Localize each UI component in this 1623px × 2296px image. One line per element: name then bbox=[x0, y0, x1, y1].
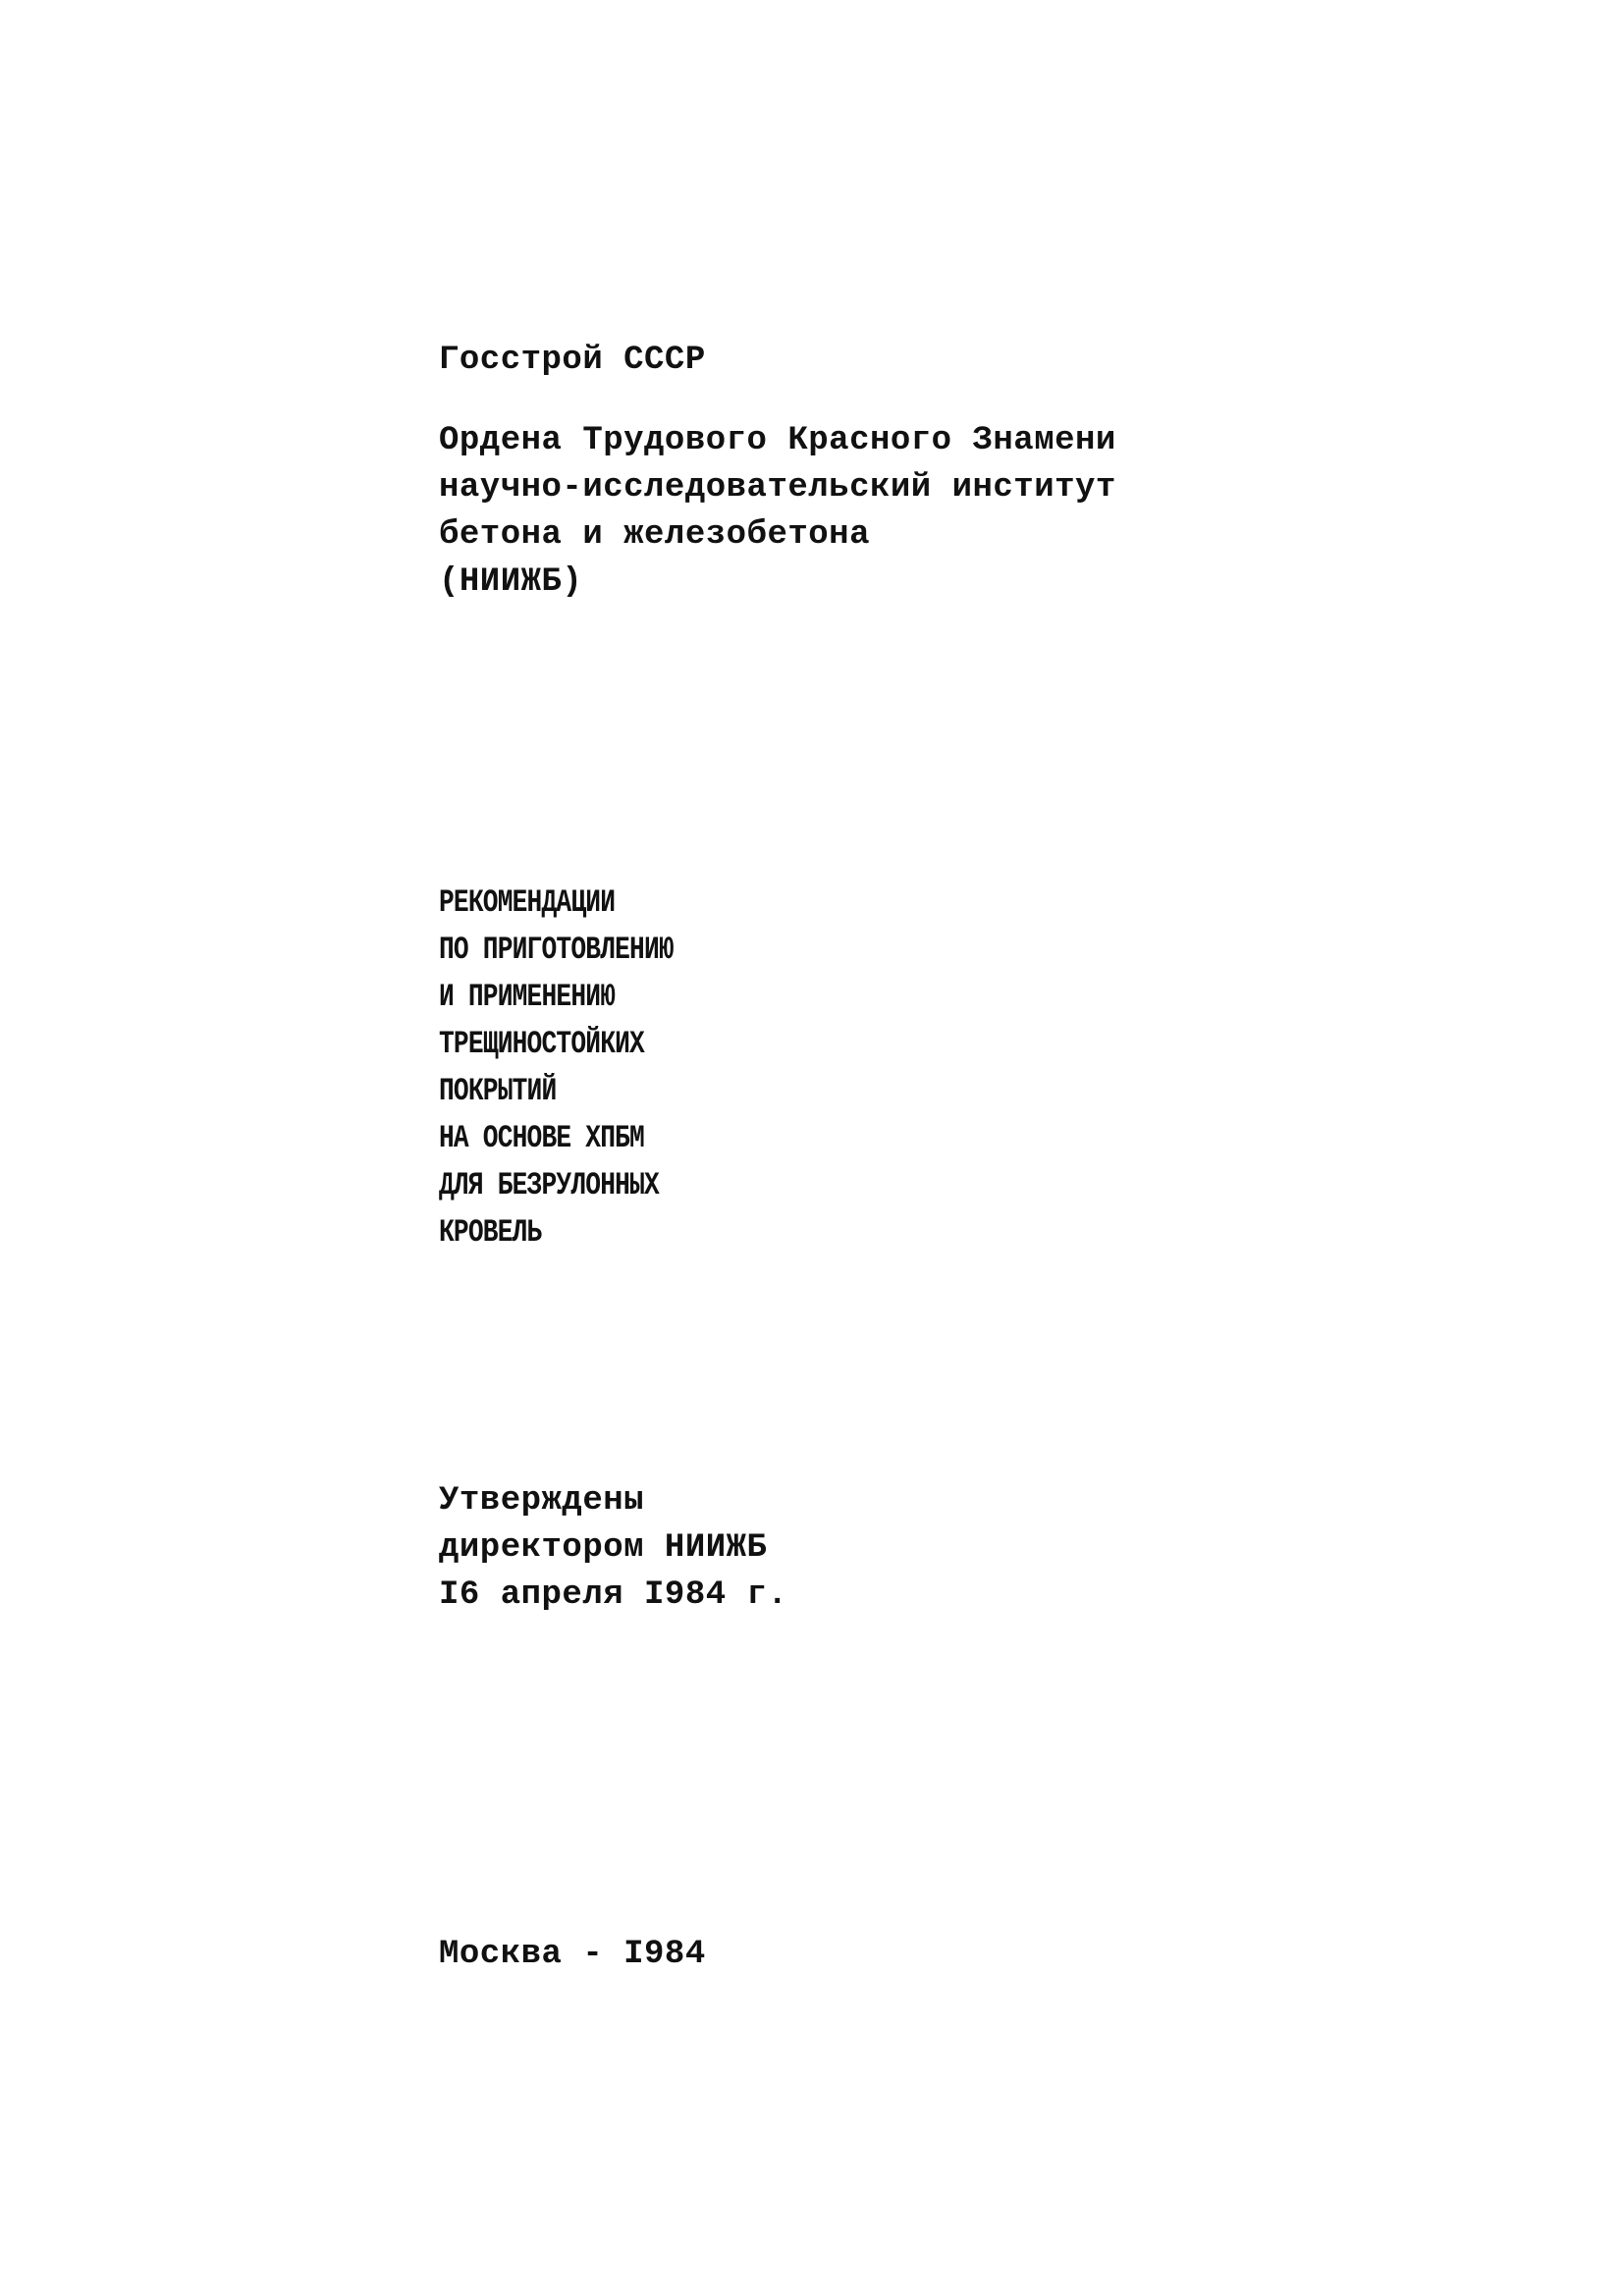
title-line: РЕКОМЕНДАЦИИ bbox=[439, 884, 616, 921]
title-line: И ПРИМЕНЕНИЮ bbox=[439, 979, 616, 1015]
title-line: НА ОСНОВЕ ХПБМ bbox=[439, 1120, 644, 1156]
city-year-text: Москва - I984 bbox=[439, 1936, 706, 1973]
institute-block bbox=[439, 417, 1116, 606]
agency-header bbox=[439, 337, 706, 384]
title-line: ПОКРЫТИЙ bbox=[439, 1073, 557, 1109]
approval-line: директором НИИЖБ bbox=[439, 1529, 768, 1567]
approval-block bbox=[439, 1477, 787, 1619]
institute-abbreviation: (НИИЖБ) bbox=[439, 563, 583, 601]
title-line: ТРЕЩИНОСТОЙКИХ bbox=[439, 1026, 644, 1062]
title-line: ПО ПРИГОТОВЛЕНИЮ bbox=[439, 932, 674, 968]
title-line: КРОВЕЛЬ bbox=[439, 1214, 542, 1251]
document-title bbox=[439, 880, 725, 1256]
approval-date: I6 апреля I984 г. bbox=[439, 1576, 788, 1614]
institute-line: научно-исследовательский институт bbox=[439, 469, 1116, 507]
institute-line: бетона и железобетона bbox=[439, 516, 870, 554]
approval-line: Утверждены bbox=[439, 1482, 645, 1520]
title-line: ДЛЯ БЕЗРУЛОННЫХ bbox=[439, 1167, 659, 1203]
institute-line: Ордена Трудового Красного Знамени bbox=[439, 422, 1116, 459]
city-year bbox=[439, 1931, 706, 1978]
agency-name: Госстрой СССР bbox=[439, 342, 706, 379]
